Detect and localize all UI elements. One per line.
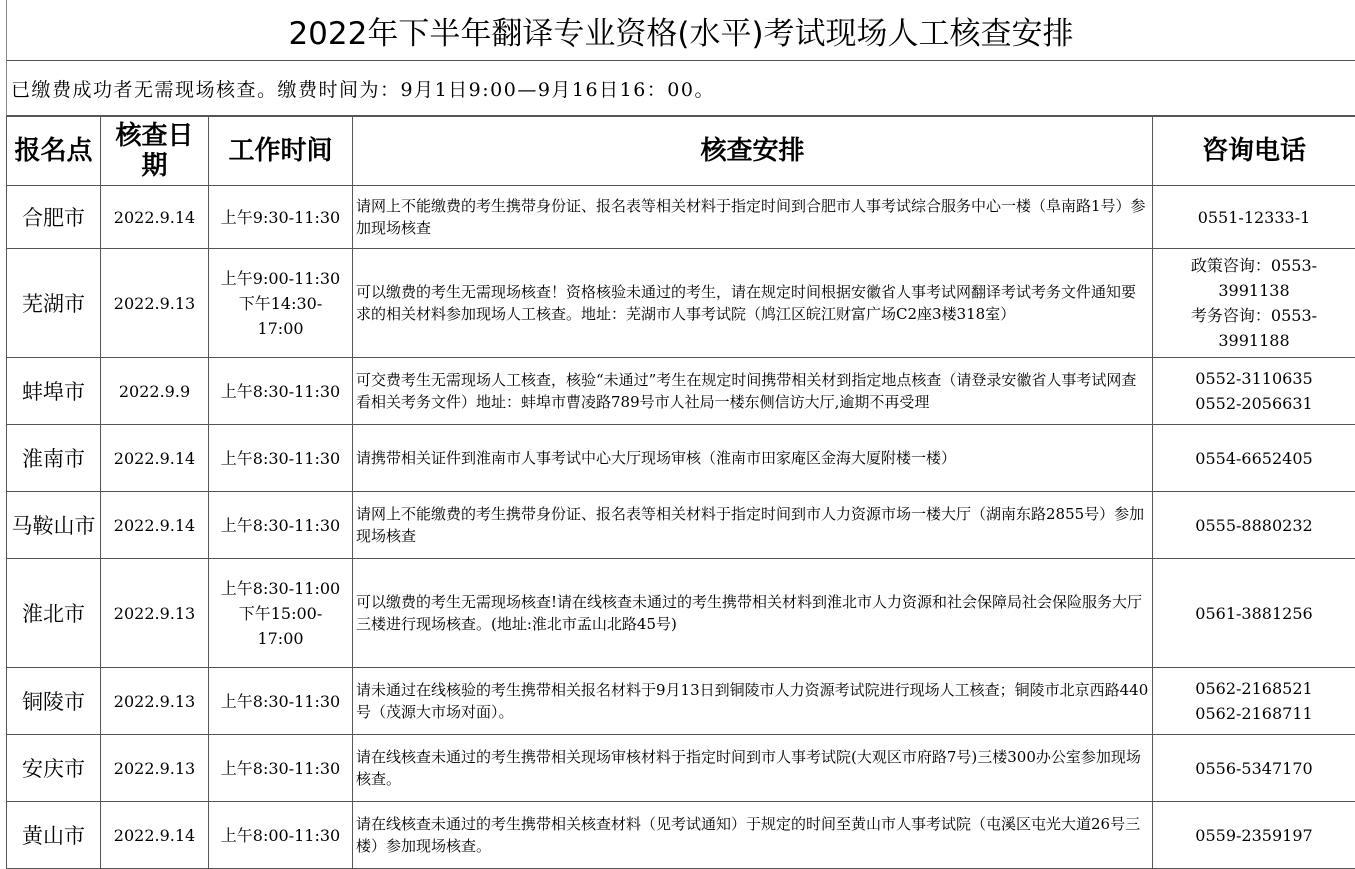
phone-line: 0561-3881256 xyxy=(1153,601,1355,626)
phone-line: 0552-2056631 xyxy=(1153,391,1355,416)
cell-time[interactable] xyxy=(209,249,353,358)
cell-city[interactable]: 淮南市 xyxy=(7,425,101,492)
table-row xyxy=(7,492,1355,559)
cell-date[interactable]: 2022.9.9 xyxy=(101,358,209,425)
cell-time[interactable] xyxy=(209,802,353,869)
phone-line: 0555-8880232 xyxy=(1153,513,1355,538)
cell-city[interactable]: 蚌埠市 xyxy=(7,358,101,425)
time-line: 上午8:30-11:30 xyxy=(209,379,352,404)
cell-city[interactable]: 马鞍山市 xyxy=(7,492,101,559)
cell-date[interactable]: 2022.9.14 xyxy=(101,492,209,559)
cell-arrangement[interactable]: 请在线核查未通过的考生携带相关核查材料（见考试通知）于规定的时间至黄山市人事考试院（屯溪区屯光大道26号三楼）参加现场核查。 xyxy=(353,802,1153,869)
schedule-table xyxy=(6,116,1355,869)
phone-line: 0559-2359197 xyxy=(1153,823,1355,848)
cell-arrangement[interactable]: 请网上不能缴费的考生携带身份证、报名表等相关材料于指定时间到合肥市人事考试综合服务中心一楼（阜南路1号）参加现场核查 xyxy=(353,186,1153,249)
time-line: 上午8:30-11:30 xyxy=(209,446,352,471)
cell-phone[interactable] xyxy=(1153,249,1355,358)
cell-date[interactable]: 2022.9.13 xyxy=(101,249,209,358)
cell-phone[interactable] xyxy=(1153,492,1355,559)
page-title[interactable]: 2022年下半年翻译专业资格(水平)考试现场人工核查安排 xyxy=(6,0,1355,61)
cell-city[interactable]: 淮北市 xyxy=(7,559,101,668)
cell-phone[interactable] xyxy=(1153,186,1355,249)
cell-date[interactable]: 2022.9.14 xyxy=(101,802,209,869)
time-line: 下午15:00- xyxy=(209,601,352,626)
phone-line: 0562-2168711 xyxy=(1153,701,1355,726)
spreadsheet xyxy=(6,0,1355,869)
cell-time[interactable] xyxy=(209,492,353,559)
table-row xyxy=(7,358,1355,425)
cell-phone[interactable] xyxy=(1153,559,1355,668)
cell-phone[interactable] xyxy=(1153,735,1355,802)
cell-time[interactable] xyxy=(209,425,353,492)
table-row xyxy=(7,559,1355,668)
table-row xyxy=(7,249,1355,358)
table-row xyxy=(7,802,1355,869)
cell-city[interactable]: 黄山市 xyxy=(7,802,101,869)
cell-arrangement[interactable]: 请携带相关证件到淮南市人事考试中心大厅现场审核（淮南市田家庵区金海大厦附楼一楼） xyxy=(353,425,1153,492)
header-time[interactable]: 工作时间 xyxy=(209,117,353,186)
phone-line: 3991138 xyxy=(1153,278,1355,303)
cell-phone[interactable] xyxy=(1153,425,1355,492)
cell-phone[interactable] xyxy=(1153,802,1355,869)
cell-city[interactable]: 芜湖市 xyxy=(7,249,101,358)
table-row xyxy=(7,668,1355,735)
phone-line: 3991188 xyxy=(1153,328,1355,353)
phone-line: 0562-2168521 xyxy=(1153,676,1355,701)
table-row xyxy=(7,425,1355,492)
cell-arrangement[interactable]: 可交费考生无需现场人工核查，核验“未通过”考生在规定时间携带相关材到指定地点核查（请登录安徽省人事考试网查看相关考务文件）地址：蚌埠市曹凌路789号市人社局一楼东侧信访大厅,逾期不再受理 xyxy=(353,358,1153,425)
cell-arrangement[interactable]: 请未通过在线核验的考生携带相关报名材料于9月13日到铜陵市人力资源考试院进行现场人工核查；铜陵市北京西路440号（茂源大市场对面）。 xyxy=(353,668,1153,735)
phone-line: 考务咨询：0553- xyxy=(1153,303,1355,328)
cell-date[interactable]: 2022.9.13 xyxy=(101,735,209,802)
cell-time[interactable] xyxy=(209,358,353,425)
header-row xyxy=(7,117,1355,186)
phone-line: 0556-5347170 xyxy=(1153,756,1355,781)
time-line: 上午8:30-11:30 xyxy=(209,689,352,714)
cell-phone[interactable] xyxy=(1153,358,1355,425)
cell-time[interactable] xyxy=(209,559,353,668)
time-line: 上午9:30-11:30 xyxy=(209,205,352,230)
cell-arrangement[interactable]: 可以缴费的考生无需现场核查！资格核验未通过的考生，请在规定时间根据安徽省人事考试网翻译考试考务文件通知要求的相关材料参加现场人工核查。地址：芜湖市人事考试院（鸠江区皖江财富广场C2座3楼318室） xyxy=(353,249,1153,358)
table-row xyxy=(7,735,1355,802)
cell-city[interactable]: 安庆市 xyxy=(7,735,101,802)
table-row xyxy=(7,186,1355,249)
phone-line: 0552-3110635 xyxy=(1153,366,1355,391)
cell-arrangement[interactable]: 请网上不能缴费的考生携带身份证、报名表等相关材料于指定时间到市人力资源市场一楼大厅（湖南东路2855号）参加现场核查 xyxy=(353,492,1153,559)
cell-date[interactable]: 2022.9.14 xyxy=(101,186,209,249)
time-line: 上午9:00-11:30 xyxy=(209,266,352,291)
time-line: 17:00 xyxy=(209,316,352,341)
phone-line: 0551-12333-1 xyxy=(1153,205,1355,230)
cell-time[interactable] xyxy=(209,668,353,735)
header-phone[interactable]: 咨询电话 xyxy=(1153,117,1355,186)
time-line: 17:00 xyxy=(209,626,352,651)
time-line: 下午14:30- xyxy=(209,291,352,316)
cell-date[interactable]: 2022.9.13 xyxy=(101,668,209,735)
header-date-line1: 核查日 xyxy=(101,121,208,151)
time-line: 上午8:30-11:30 xyxy=(209,756,352,781)
header-arrangement[interactable]: 核查安排 xyxy=(353,117,1153,186)
cell-date[interactable]: 2022.9.14 xyxy=(101,425,209,492)
cell-date[interactable]: 2022.9.13 xyxy=(101,559,209,668)
header-date[interactable] xyxy=(101,117,209,186)
payment-notice[interactable]: 已缴费成功者无需现场核查。缴费时间为：9月1日9:00—9月16日16：00。 xyxy=(6,61,1355,116)
header-city[interactable]: 报名点 xyxy=(7,117,101,186)
time-line: 上午8:30-11:00 xyxy=(209,576,352,601)
cell-phone[interactable] xyxy=(1153,668,1355,735)
cell-arrangement[interactable]: 请在线核查未通过的考生携带相关现场审核材料于指定时间到市人事考试院(大观区市府路7号)三楼300办公室参加现场核查。 xyxy=(353,735,1153,802)
time-line: 上午8:00-11:30 xyxy=(209,823,352,848)
phone-line: 0554-6652405 xyxy=(1153,446,1355,471)
cell-time[interactable] xyxy=(209,735,353,802)
time-line: 上午8:30-11:30 xyxy=(209,513,352,538)
header-date-line2: 期 xyxy=(101,151,208,181)
cell-city[interactable]: 合肥市 xyxy=(7,186,101,249)
phone-line: 政策咨询：0553- xyxy=(1153,253,1355,278)
cell-arrangement[interactable]: 可以缴费的考生无需现场核查!请在线核查未通过的考生携带相关材料到淮北市人力资源和社会保障局社会保险服务大厅三楼进行现场核查。(地址:淮北市孟山北路45号) xyxy=(353,559,1153,668)
cell-city[interactable]: 铜陵市 xyxy=(7,668,101,735)
cell-time[interactable] xyxy=(209,186,353,249)
